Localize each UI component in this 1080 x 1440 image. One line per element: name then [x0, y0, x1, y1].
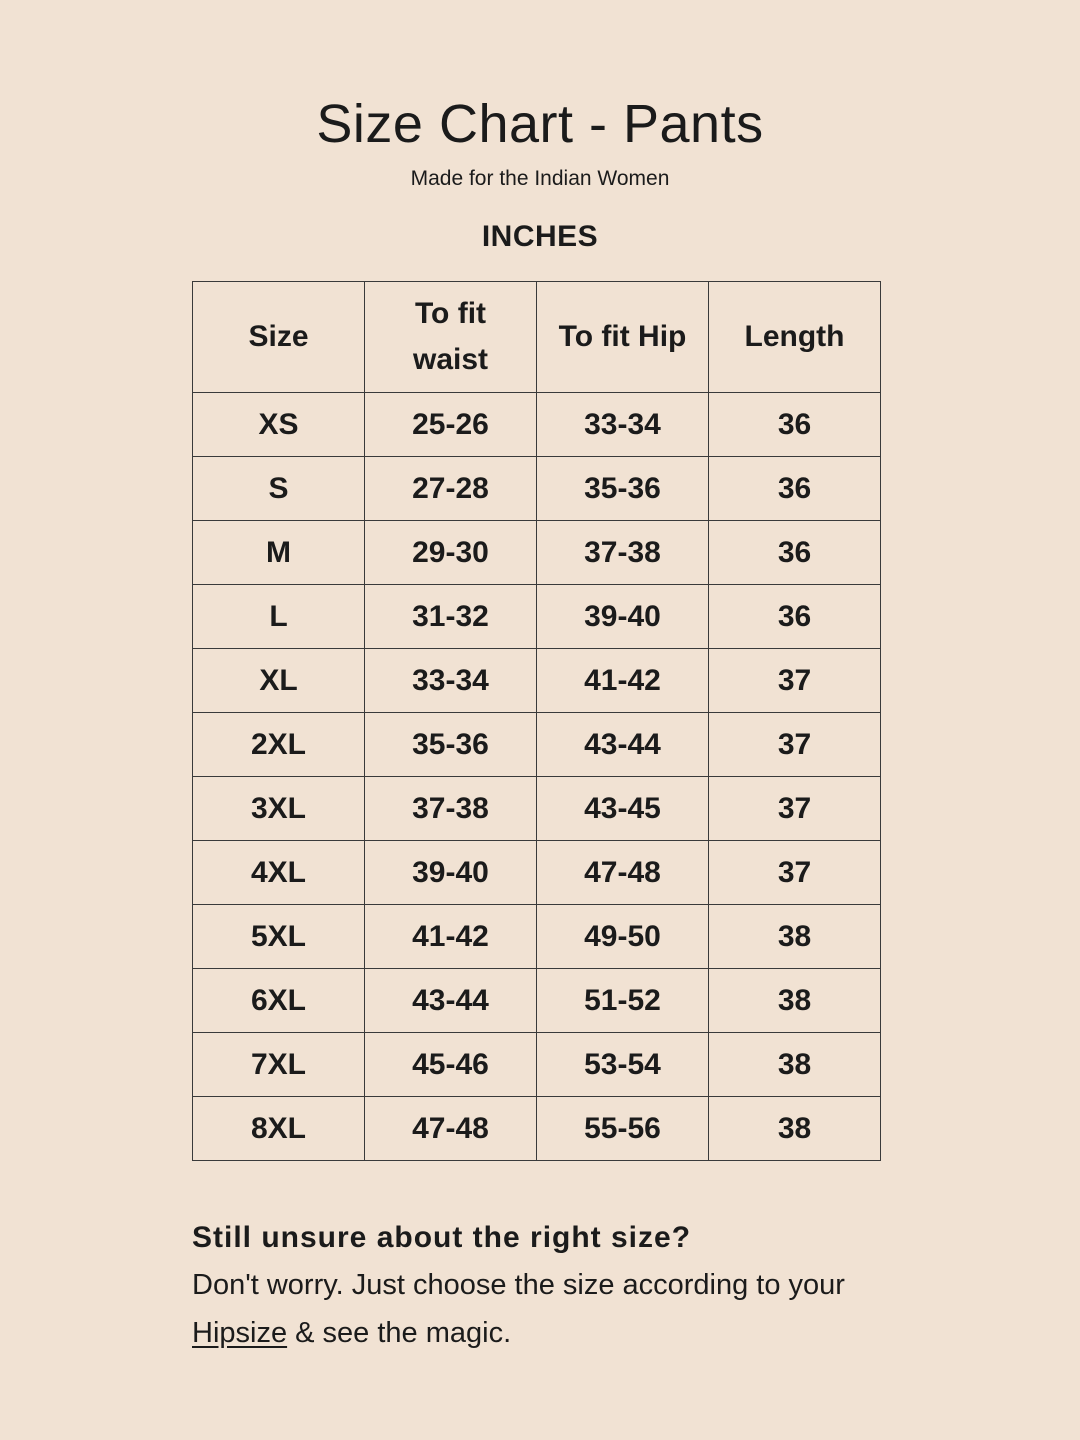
- cell-waist: 41-42: [365, 905, 537, 969]
- unit-label: INCHES: [481, 220, 599, 253]
- help-heading: Still unsure about the right size?: [192, 1221, 692, 1254]
- cell-length: 38: [709, 1033, 881, 1097]
- column-header-hip: To fit Hip: [537, 282, 709, 393]
- cell-length: 37: [709, 841, 881, 905]
- cell-size: 2XL: [193, 713, 365, 777]
- cell-size: M: [193, 521, 365, 585]
- cell-length: 38: [709, 969, 881, 1033]
- cell-length: 37: [709, 777, 881, 841]
- cell-length: 36: [709, 393, 881, 457]
- cell-hip: 33-34: [537, 393, 709, 457]
- table-row: [193, 969, 881, 1033]
- size-help-section: [192, 1217, 912, 1357]
- table-row: [193, 905, 881, 969]
- cell-size: 3XL: [193, 777, 365, 841]
- column-header-waist: To fit waist: [365, 282, 537, 393]
- cell-hip: 55-56: [537, 1097, 709, 1161]
- cell-waist: 47-48: [365, 1097, 537, 1161]
- cell-hip: 39-40: [537, 585, 709, 649]
- column-header-size: Size: [193, 282, 365, 393]
- table-row: [193, 1097, 881, 1161]
- column-header-length: Length: [709, 282, 881, 393]
- table-row: [193, 777, 881, 841]
- help-text-before: Don't worry. Just choose the size according to your: [192, 1269, 845, 1301]
- cell-length: 38: [709, 1097, 881, 1161]
- table-row: [193, 393, 881, 457]
- cell-hip: 49-50: [537, 905, 709, 969]
- cell-length: 36: [709, 585, 881, 649]
- cell-size: S: [193, 457, 365, 521]
- table-row: [193, 649, 881, 713]
- help-text-after: & see the magic.: [287, 1317, 512, 1349]
- cell-size: 5XL: [193, 905, 365, 969]
- cell-size: 4XL: [193, 841, 365, 905]
- cell-hip: 41-42: [537, 649, 709, 713]
- cell-length: 37: [709, 649, 881, 713]
- cell-waist: 39-40: [365, 841, 537, 905]
- table-row: [193, 841, 881, 905]
- cell-waist: 35-36: [365, 713, 537, 777]
- cell-size: L: [193, 585, 365, 649]
- cell-length: 36: [709, 521, 881, 585]
- cell-waist: 37-38: [365, 777, 537, 841]
- cell-length: 37: [709, 713, 881, 777]
- table-header-row: [193, 282, 881, 393]
- cell-hip: 51-52: [537, 969, 709, 1033]
- table-row: [193, 713, 881, 777]
- cell-hip: 37-38: [537, 521, 709, 585]
- table-row: [193, 1033, 881, 1097]
- cell-size: XL: [193, 649, 365, 713]
- cell-size: 6XL: [193, 969, 365, 1033]
- cell-hip: 53-54: [537, 1033, 709, 1097]
- table-row: [193, 585, 881, 649]
- cell-waist: 25-26: [365, 393, 537, 457]
- cell-size: XS: [193, 393, 365, 457]
- cell-length: 36: [709, 457, 881, 521]
- cell-hip: 43-44: [537, 713, 709, 777]
- cell-hip: 43-45: [537, 777, 709, 841]
- cell-waist: 31-32: [365, 585, 537, 649]
- help-text: [192, 1261, 912, 1357]
- table-row: [193, 521, 881, 585]
- cell-waist: 27-28: [365, 457, 537, 521]
- cell-hip: 35-36: [537, 457, 709, 521]
- cell-size: 7XL: [193, 1033, 365, 1097]
- cell-length: 38: [709, 905, 881, 969]
- table-body: [193, 393, 881, 1161]
- page-subtitle: Made for the Indian Women: [410, 167, 670, 190]
- table-row: [193, 457, 881, 521]
- cell-size: 8XL: [193, 1097, 365, 1161]
- page-title: Size Chart - Pants: [316, 94, 764, 154]
- cell-waist: 45-46: [365, 1033, 537, 1097]
- cell-waist: 43-44: [365, 969, 537, 1033]
- size-chart-table: [192, 281, 881, 1161]
- cell-waist: 29-30: [365, 521, 537, 585]
- hipsize-link[interactable]: Hipsize: [192, 1317, 288, 1349]
- cell-waist: 33-34: [365, 649, 537, 713]
- cell-hip: 47-48: [537, 841, 709, 905]
